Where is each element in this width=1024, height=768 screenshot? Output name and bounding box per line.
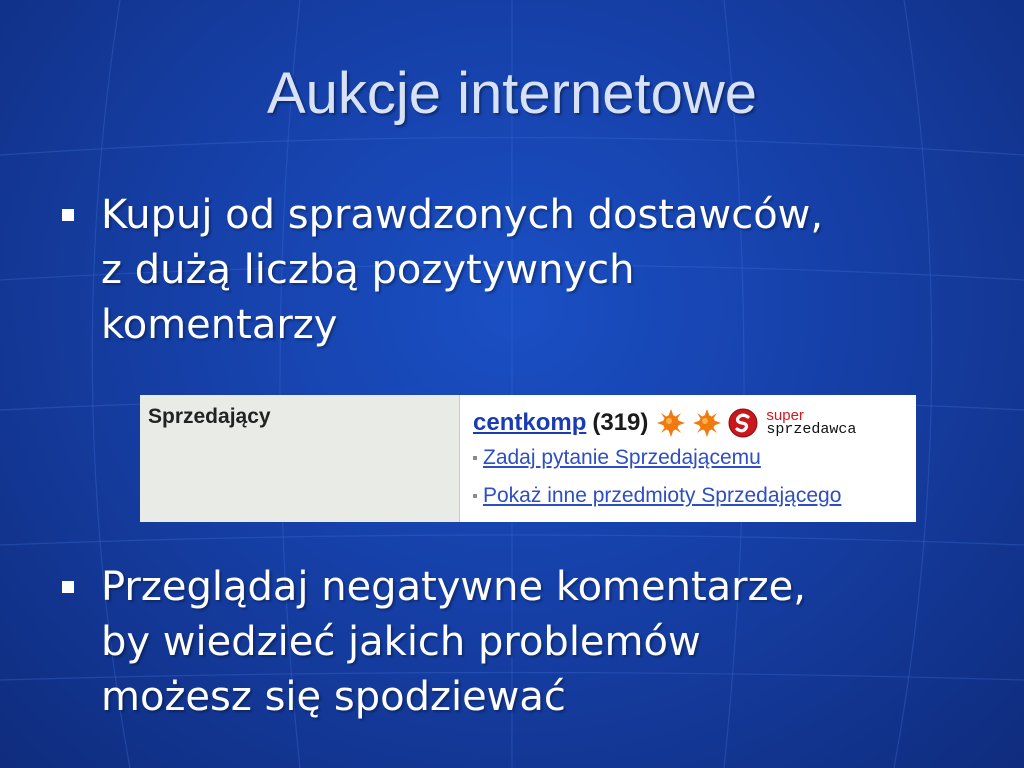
- bullet-line: Kupuj od sprawdzonych dostawców,: [101, 192, 824, 238]
- bullet-line: by wiedzieć jakich problemów: [101, 619, 701, 665]
- bullet-line: możesz się spodziewać: [101, 674, 566, 720]
- badge-sub-word: sprzedawca: [766, 421, 857, 438]
- seller-name-link[interactable]: centkomp: [473, 409, 587, 436]
- seller-label: Sprzedający: [148, 405, 271, 428]
- super-seller-badge: [766, 409, 856, 437]
- bullet-line: komentarzy: [101, 302, 338, 348]
- seller-row: [473, 405, 916, 441]
- slide-title: Aukcje internetowe: [266, 61, 758, 126]
- ask-seller-link[interactable]: Zadaj pytanie Sprzedającemu: [483, 446, 761, 469]
- bullet-text: [101, 188, 823, 353]
- ask-seller-row: [473, 443, 916, 473]
- seller-info-panel: [140, 395, 916, 522]
- seller-rating-count: (319): [592, 409, 649, 436]
- bullet-text: [101, 560, 806, 725]
- bullet-square-icon: [62, 581, 74, 593]
- other-items-row: [473, 481, 916, 511]
- other-items-link[interactable]: Pokaż inne przedmioty Sprzedającego: [483, 484, 842, 507]
- seller-info-cell: [460, 395, 916, 522]
- super-seller-icon: [728, 408, 758, 438]
- star-icon: [692, 408, 722, 438]
- bullet-item-2: [62, 560, 962, 725]
- star-icon: [656, 408, 686, 438]
- link-bullet-icon: [473, 494, 477, 498]
- bullet-square-icon: [62, 209, 74, 221]
- seller-label-cell: [140, 395, 460, 522]
- bullet-line: Przeglądaj negatywne komentarze,: [101, 564, 806, 610]
- badge-super-word: super: [766, 407, 804, 424]
- bullet-item-1: [62, 188, 962, 353]
- link-bullet-icon: [473, 456, 477, 460]
- bullet-line: z dużą liczbą pozytywnych: [101, 247, 635, 293]
